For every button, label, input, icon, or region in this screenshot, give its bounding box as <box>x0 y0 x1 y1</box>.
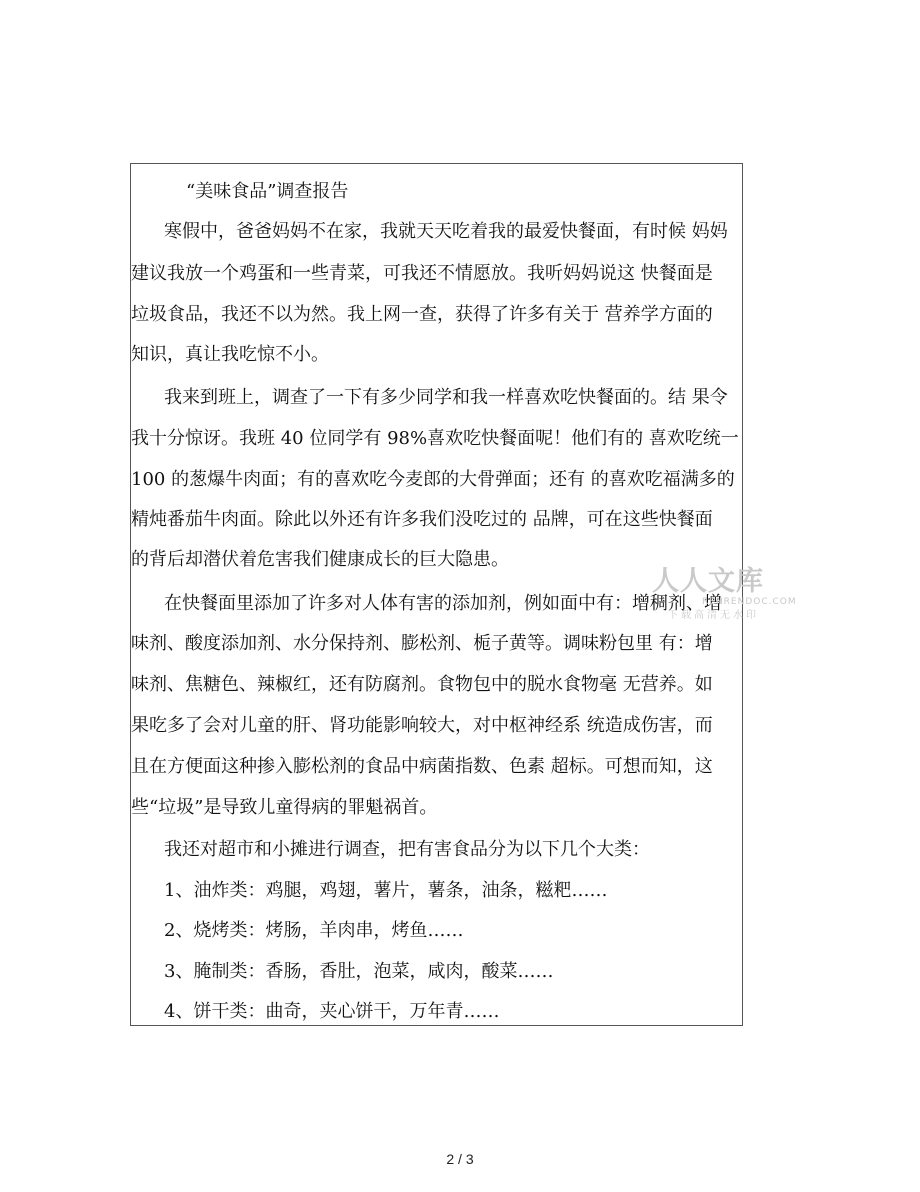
paragraph-line: 果吃多了会对儿童的肝、肾功能影响较大，对中枢神经系 统造成伤害，而 <box>131 715 713 736</box>
paragraph-line: 味剂、酸度添加剂、水分保持剂、膨松剂、栀子黄等。调味粉包里 有：增 <box>131 633 713 654</box>
paragraph-line: 知识，真让我吃惊不小。 <box>131 344 329 365</box>
paragraph-line: 我十分惊讶。我班 40 位同学有 98%喜欢吃快餐面呢！他们有的 喜欢吃统一 <box>131 428 739 449</box>
paragraph-line: 建议我放一个鸡蛋和一些青菜，可我还不情愿放。我听妈妈说这 快餐面是 <box>131 263 713 284</box>
report-title: “美味食品”调查报告 <box>186 181 349 202</box>
page-number: 2 / 3 <box>446 1151 474 1167</box>
paragraph-line: 精炖番茄牛肉面。除此以外还有许多我们没吃过的 品牌，可在这些快餐面 <box>131 509 713 530</box>
paragraph-line: 且在方便面这种掺入膨松剂的食品中病菌指数、色素 超标。可想而知，这 <box>131 756 713 777</box>
paragraph-line: 我还对超市和小摊进行调查，把有害食品分为以下几个大类： <box>164 839 650 860</box>
list-item: 1、油炸类：鸡腿，鸡翅，薯片，薯条，油条，糍粑…… <box>164 880 608 901</box>
paragraph-line: 的背后却潜伏着危害我们健康成长的巨大隐患。 <box>131 549 509 570</box>
paragraph-line: 我来到班上，调查了一下有多少同学和我一样喜欢吃快餐面的。结 果令 <box>164 387 728 408</box>
list-item: 4、饼干类：曲奇，夹心饼干，万年青…… <box>164 1001 500 1022</box>
list-item: 3、腌制类：香肠，香肚，泡菜，咸肉，酸菜…… <box>164 961 554 982</box>
paragraph-line: 味剂、焦糖色、辣椒红，还有防腐剂。食物包中的脱水食物毫 无营养。如 <box>131 674 713 695</box>
paragraph-line: 些“垃圾”是导致儿童得病的罪魁祸首。 <box>131 797 438 818</box>
watermark-logo-text: 人人文库 <box>652 566 764 597</box>
paragraph-line: 100 的葱爆牛肉面；有的喜欢吃今麦郎的大骨弹面；还有 的喜欢吃福满多的 <box>131 469 735 490</box>
list-item: 2、烧烤类：烤肠，羊肉串，烤鱼…… <box>164 920 464 941</box>
paragraph-line: 寒假中，爸爸妈妈不在家，我就天天吃着我的最爱快餐面，有时候 妈妈 <box>164 221 728 242</box>
watermark-domain: RENRENDOC.COM <box>702 597 797 607</box>
paragraph-line: 垃圾食品，我还不以为然。我上网一查，获得了许多有关于 营养学方面的 <box>131 304 713 325</box>
paragraph-line: 在快餐面里添加了许多对人体有害的添加剂，例如面中有：增稠剂、增 <box>164 593 722 614</box>
watermark-subtitle: 下载高清无水印 <box>668 610 759 621</box>
